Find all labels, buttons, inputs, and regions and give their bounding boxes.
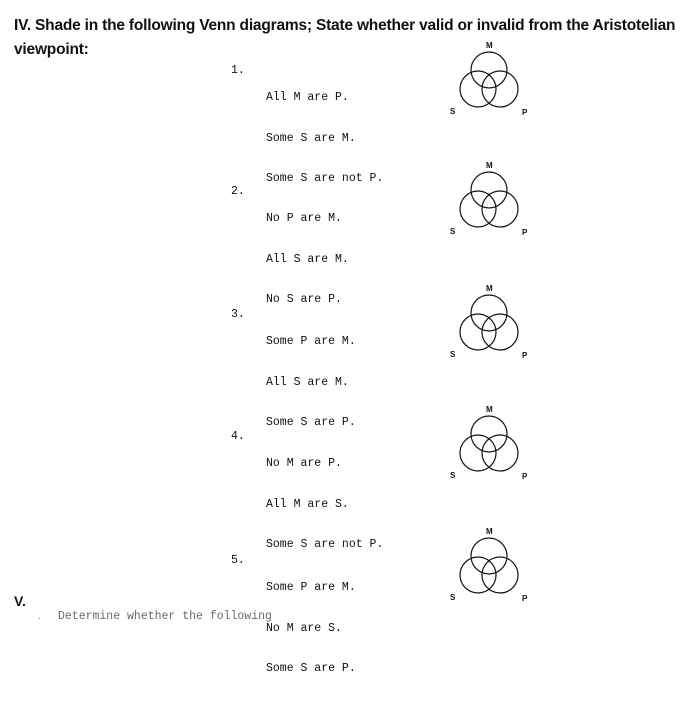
label-s: S	[450, 227, 456, 236]
syllogism-5	[231, 554, 356, 675]
major-premise: Some P are M.	[266, 581, 356, 594]
conclusion: Some S are not P.	[266, 172, 384, 185]
circle-p	[482, 191, 518, 227]
circle-s	[460, 435, 496, 471]
major-premise: All M are P.	[266, 91, 349, 104]
label-s: S	[450, 350, 456, 359]
problem-number: 2.	[231, 185, 245, 198]
label-m: M	[486, 161, 493, 170]
section-v-heading: V.	[14, 593, 26, 609]
venn-diagram-1[interactable]	[440, 40, 540, 126]
bullet-dot: .	[38, 611, 41, 622]
circle-s	[460, 557, 496, 593]
section-v-instructions: Determine whether the following	[58, 610, 272, 623]
major-premise: No P are M.	[266, 212, 342, 225]
venn-diagram-4[interactable]	[440, 404, 540, 490]
label-m: M	[486, 41, 493, 50]
problem-number: 5.	[231, 554, 245, 567]
conclusion: No S are P.	[266, 293, 342, 306]
syllogism-4	[231, 430, 384, 551]
circle-p	[482, 71, 518, 107]
minor-premise: All M are S.	[266, 497, 349, 511]
circle-s	[460, 191, 496, 227]
major-premise: Some P are M.	[266, 335, 356, 348]
minor-premise: All S are M.	[266, 375, 349, 389]
problem-number: 4.	[231, 430, 245, 443]
label-m: M	[486, 527, 493, 536]
label-m: M	[486, 405, 493, 414]
label-s: S	[450, 107, 456, 116]
circle-m	[471, 172, 507, 208]
venn-diagram-5[interactable]	[440, 526, 540, 612]
conclusion: Some S are P.	[266, 416, 356, 429]
syllogism-1	[231, 64, 384, 185]
circle-m	[471, 52, 507, 88]
conclusion: Some S are P.	[266, 662, 356, 675]
minor-premise: Some S are M.	[266, 131, 356, 145]
circle-s	[460, 71, 496, 107]
label-p: P	[522, 594, 528, 603]
conclusion: Some S are not P.	[266, 538, 384, 551]
label-s: S	[450, 593, 456, 602]
venn-diagram-2[interactable]	[440, 160, 540, 246]
label-s: S	[450, 471, 456, 480]
syllogism-2	[231, 185, 349, 306]
circle-p	[482, 435, 518, 471]
circle-m	[471, 538, 507, 574]
label-m: M	[486, 284, 493, 293]
circle-p	[482, 314, 518, 350]
label-p: P	[522, 108, 528, 117]
circle-s	[460, 314, 496, 350]
circle-m	[471, 295, 507, 331]
circle-m	[471, 416, 507, 452]
minor-premise: All S are M.	[266, 252, 349, 266]
label-p: P	[522, 228, 528, 237]
label-p: P	[522, 351, 528, 360]
problem-number: 3.	[231, 308, 245, 321]
label-p: P	[522, 472, 528, 481]
major-premise: No M are P.	[266, 457, 342, 470]
circle-p	[482, 557, 518, 593]
premises	[266, 554, 356, 703]
problem-number: 1.	[231, 64, 245, 77]
minor-premise: No M are S.	[266, 621, 342, 635]
section-iv-heading: IV. Shade in the following Venn diagrams; State whether valid or invalid from the Aristotelian viewpoint:	[14, 17, 676, 58]
syllogism-3	[231, 308, 356, 429]
venn-diagram-3[interactable]	[440, 283, 540, 369]
